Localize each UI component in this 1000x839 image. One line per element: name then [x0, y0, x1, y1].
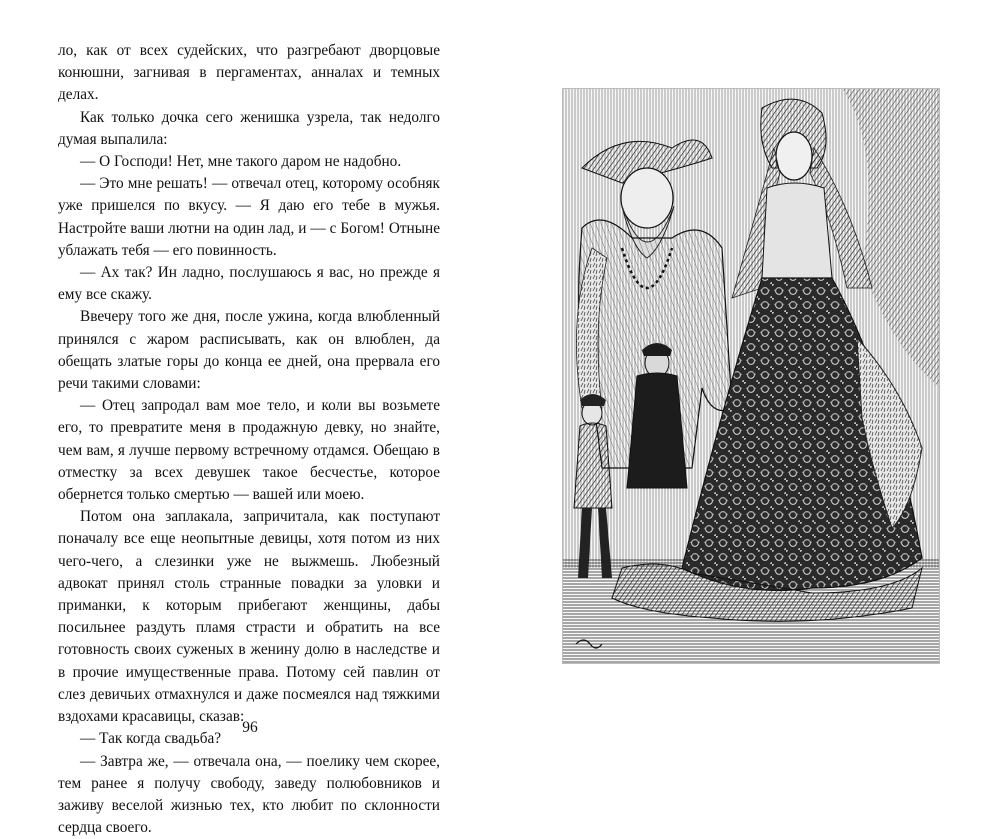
man-face: [621, 168, 673, 228]
page-number: 96: [0, 718, 500, 738]
paragraph-1: ло, как от всех судейских, что разгребают дворцовые конюшни, загнивая в пергаментах, анналах и темных делах.: [58, 40, 440, 107]
paragraph-5: — Ах так? Ин ладно, послушаюсь я вас, но прежде я ему все скажу.: [58, 262, 440, 306]
paragraph-2: Как только дочка сего женишка узрела, так недолго думая выпалила:: [58, 107, 440, 151]
small-page-tunic: [574, 423, 612, 508]
lady-face: [776, 132, 812, 180]
paragraph-3: — О Господи! Нет, мне такого даром не надобно.: [58, 151, 440, 173]
paragraph-6: Ввечеру того же дня, после ужина, когда влюбленный принялся с жаром расписывать, как он влюблен, да обещать златые горы до конца ее дней, она прервала его речи такими словами:: [58, 306, 440, 395]
engraving-illustration: [562, 88, 940, 664]
dark-page-cloak: [627, 373, 687, 488]
paragraph-10: — Завтра же, — отвечала она, — поелику чем скорее, тем ранее я получу свободу, заведу полюбовников и заживу веселой жизнью тех, кто любит по склонности сердца своего.: [58, 751, 440, 839]
paragraph-7: — Отец запродал вам мое тело, и коли вы возьмете его, то превратите меня в продажную девку, но знайте, чем вам, я лучше первому встречному отдамся. Обещаю в отместку за всех девушек такое бесчестье, которое обернется только смертью — вашей или моею.: [58, 395, 440, 506]
engraving-svg: [562, 88, 940, 664]
lady-bodice: [762, 183, 832, 278]
paragraph-4: — Это мне решать! — отвечал отец, которому особняк уже пришелся по вкусу. — Я даю его тебе в мужья. Настройте ваши лютни на один лад, и — с Богом! Отныне ублажать тебя — его повинность.: [58, 173, 440, 262]
paragraph-8: Потом она заплакала, запричитала, как поступают поначалу все еще неопытные девицы, хотя потом из них чего-чего, а слезинки уже не выжмешь. Любезный адвокат принял столь странные повадки за уловки и приманки, к которым прибегают женщины, дабы посильнее раздуть пламя страсти и обратить на все готовность своих суженых в женину долю в наследстве и в прочие имущественные права. Потому сей павлин от слез девичьих отмахнулся и даже посмеялся над тяжкими вздохами красавицы, сказав:: [58, 506, 440, 728]
paragraph-9: — Так когда свадьба?: [58, 728, 440, 750]
